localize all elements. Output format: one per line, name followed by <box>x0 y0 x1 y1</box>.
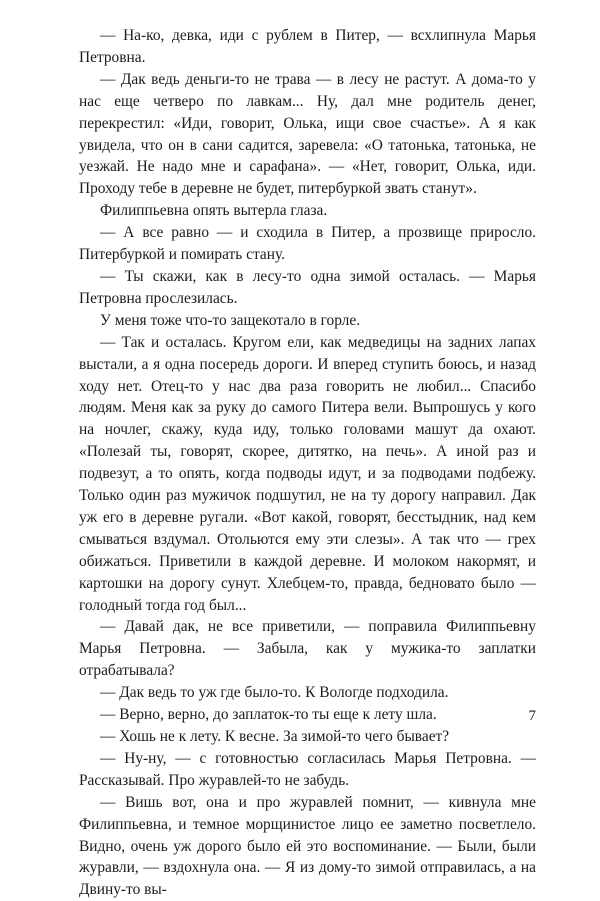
paragraph-8: — Давай дак, не все приветили, — поправила Филиппьевну Марья Петровна. — Забыла, как у мужика-то заплатки отрабатывала? <box>79 618 536 680</box>
paragraph-1: — На-ко, девка, иди с рублем в Питер, — всхлипнула Марья Петровна. <box>79 27 536 66</box>
paragraph-3: Филиппьевна опять вытерла глаза. <box>100 202 328 220</box>
body-text <box>79 25 536 901</box>
paragraph-10: — Верно, верно, до заплаток-то ты еще к лету шла. <box>100 706 437 724</box>
paragraph-11: — Хошь не к лету. К весне. За зимой-то чего бывает? <box>100 728 450 745</box>
paragraph-7: — Так и осталась. Кругом ели, как медведицы на задних лапах выстали, а я одна посередь дороги. И вперед ступить боюсь, и назад ходу нет. Отец-то у нас два раза говорить не любил... Спасибо людям. Меня как за руку до самого Питера вели. Выпрошусь у кого на ночлег, скажу, куда иду, только головами машут да охают. «Полезай ты, говорят, скорее, дитятко, на печь». А иной раз и подвезут, а то опять, когда подводы идут, и за подводами подбежу. Только один раз мужичок подшутил, не на ту дорогу направил. Дак уж его в деревне ругали. «Вот какой, говорят, бесстыдник, над кем смываться вздумал. Отольются ему эти слезы». А так что — грех обижаться. Приветили в каждой деревне. И молоком накормят, и картошки на дорогу сунут. Хлебцем-то, правда, бедновато было — голодный тогда год был... <box>79 333 536 614</box>
paragraph-6: У меня тоже что-то защекотало в горле. <box>100 311 361 329</box>
page-number: 7 <box>528 708 536 724</box>
paragraph-13: — Вишь вот, она и про журавлей помнит, — кивнула мне Филиппьевна, и темное морщинистое лицо ее заметно посветлело. Видно, очень уж дорого было ей это воспоминание. — Были, были журавли, — вздохнула она. — Я из дому-то зимой отправилась, а на Двину-то вы- <box>79 793 536 899</box>
paragraph-9: — Дак ведь то уж где было-то. К Вологде подходила. <box>100 684 449 702</box>
paragraph-12: — Ну-ну, — с готовностью согласилась Марья Петровна. — Рассказывай. Про журавлей-то не забудь. <box>79 749 536 789</box>
paragraph-5: — Ты скажи, как в лесу-то одна зимой осталась. — Марья Петровна прослезилась. <box>79 267 536 307</box>
paragraph-4: — А все равно — и сходила в Питер, а прозвище приросло. Питербуркой и помирать стану. <box>79 224 536 264</box>
paragraph-2: — Дак ведь деньги-то не трава — в лесу не растут. А дома-то у нас еще четверо по лавкам... Ну, дал мне родитель денег, перекрестил: «Иди, говорит, Олька, ищи свое счастье». А я как увидела, что он в сани садится, заревела: «О татонька, татонька, не уезжай. Не надо мне и сарафана». — «Нет, говорит, Олька, иди. Проходу тебе в деревне не будет, питербуркой звать станут». <box>79 70 536 198</box>
